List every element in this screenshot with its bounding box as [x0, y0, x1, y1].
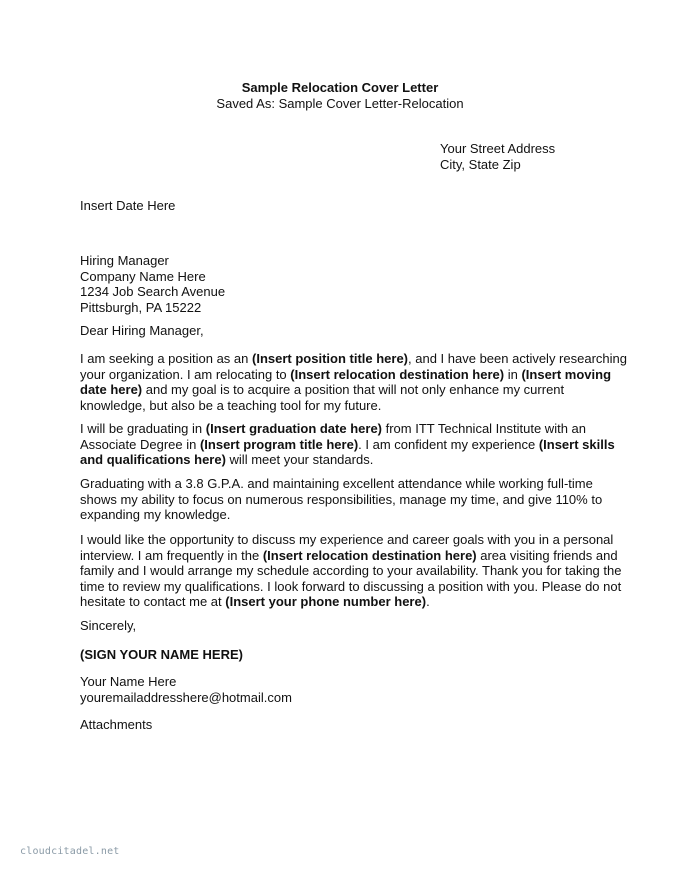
sender-address	[440, 141, 555, 172]
placeholder-graduation-date: (Insert graduation date here)	[205, 421, 382, 436]
paragraph-2	[80, 421, 615, 468]
letter-date: Insert Date Here	[80, 198, 176, 213]
placeholder-moving-date: (Insert moving	[521, 366, 612, 382]
paragraph-3-line-2: shows my ability to focus on numerous responsibilities, manage my time, and give 110% to	[80, 491, 603, 507]
sender-name: Your Name Here	[80, 674, 177, 689]
paragraph-4	[80, 532, 622, 610]
placeholder-phone-number: (Insert your phone number here)	[225, 594, 427, 609]
recipient-line-2: Company Name Here	[80, 268, 206, 284]
paragraph-1-line-4: knowledge, but also be a teaching tool for my future.	[80, 397, 382, 413]
placeholder-program-title: (Insert program title here)	[199, 436, 359, 452]
closing: Sincerely,	[80, 618, 137, 633]
attachments-line: Attachments	[80, 717, 153, 732]
recipient-line-3: 1234 Job Search Avenue	[80, 284, 226, 299]
watermark: cloudcitadel.net	[20, 846, 120, 857]
placeholder-skills: (Insert skills	[538, 436, 615, 452]
placeholder-relocation-destination-2: (Insert relocation destination here)	[262, 547, 477, 563]
paragraph-1	[80, 351, 627, 413]
paragraph-4-line-1: I would like the opportunity to discuss my experience and career goals with you in a personal	[80, 532, 614, 547]
paragraph-4-line-4: time to review my qualifications. I look forward to discussing a position with you. Please do not	[80, 578, 622, 594]
paragraph-1-line-2: your organization. I am relocating to (Insert relocation destination here) in (Insert moving	[80, 366, 612, 382]
paragraph-4-line-2: interview. I am frequently in the (Insert relocation destination here) area visiting friends and	[80, 547, 618, 563]
paragraph-3-line-1: Graduating with a 3.8 G.P.A. and maintaining excellent attendance while working full-time	[80, 476, 593, 491]
paragraph-2-line-2: Associate Degree in (Insert program title here). I am confident my experience (Insert skills	[80, 436, 615, 452]
sender-street: Your Street Address	[440, 141, 556, 156]
letter-title: Sample Relocation Cover Letter	[241, 80, 439, 95]
saved-as-line: Saved As: Sample Cover Letter-Relocation	[216, 96, 464, 111]
paragraph-1-line-3: date here) and my goal is to acquire a position that will not only enhance my current	[80, 382, 565, 397]
sender-city-state-zip: City, State Zip	[440, 156, 521, 172]
recipient-line-4: Pittsburgh, PA 15222	[80, 299, 202, 315]
paragraph-4-line-3: family and I would arrange my schedule according to your availability. Thank you for taking the	[80, 563, 622, 578]
recipient-line-1: Hiring Manager	[80, 253, 169, 268]
placeholder-position-title: (Insert position title here)	[252, 351, 409, 366]
salutation: Dear Hiring Manager,	[80, 323, 204, 338]
sender-name-block	[80, 674, 610, 705]
paragraph-3-line-3: expanding my knowledge.	[80, 507, 231, 522]
sender-email: youremailaddresshere@hotmail.com	[80, 689, 292, 705]
paragraph-1-line-1: I am seeking a position as an (Insert position title here), and I have been actively researching	[80, 351, 627, 366]
paragraph-3	[80, 476, 610, 523]
paragraph-4-line-5: hesitate to contact me at (Insert your phone number here).	[80, 594, 430, 609]
signature-placeholder: (SIGN YOUR NAME HERE)	[80, 647, 243, 662]
recipient-address	[80, 253, 610, 315]
paragraph-2-line-3: and qualifications here) will meet your standards.	[80, 452, 374, 467]
paragraph-2-line-1: I will be graduating in (Insert graduation date here) from ITT Technical Institute with an	[80, 421, 586, 436]
placeholder-relocation-destination: (Insert relocation destination here)	[290, 366, 505, 382]
